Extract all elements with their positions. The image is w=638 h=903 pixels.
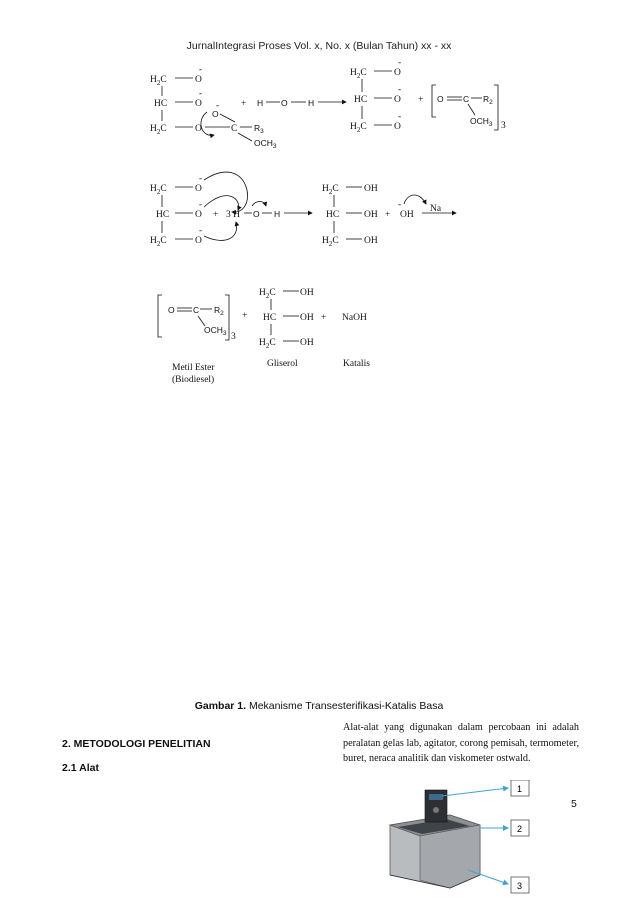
callout-3: 3 (517, 881, 523, 891)
row1-water (257, 98, 314, 108)
na-curved-arrow (404, 195, 426, 204)
svg-text:O: O (195, 99, 202, 109)
svg-text:+: + (241, 99, 247, 109)
svg-text:O: O (394, 68, 401, 78)
svg-text:OH: OH (300, 288, 314, 298)
svg-text:O: O (195, 75, 202, 85)
product-methyl-ester (158, 295, 236, 342)
svg-text:H: H (308, 98, 315, 108)
svg-text:OH: OH (364, 184, 378, 194)
svg-text:+: + (385, 210, 391, 220)
row1-ester-bracket (432, 85, 506, 131)
svg-text:O: O (253, 209, 260, 219)
body-paragraph: Alat-alat yang digunakan dalam percobaan ini adalah peralatan gelas lab, agitator, corong pemisah, termometer, buret, neraca analitik dan viskometer ostwald. (343, 722, 579, 764)
svg-text:HC: HC (326, 210, 340, 220)
svg-text:O: O (195, 184, 202, 194)
svg-text:O: O (394, 122, 401, 132)
row2-water (226, 202, 280, 221)
svg-text:-: - (199, 65, 203, 75)
svg-text:HC: HC (156, 210, 170, 220)
svg-text:O: O (281, 98, 288, 108)
svg-text:H2C: $H_2C$ (350, 68, 367, 80)
svg-text:3: 3 (231, 332, 236, 342)
svg-text:O: O (195, 236, 202, 246)
callout-1: 1 (517, 784, 523, 794)
svg-text:HC: HC (263, 313, 277, 323)
svg-text:O: O (394, 95, 401, 105)
svg-text:H2C: $H_2C$ (322, 236, 339, 248)
svg-text:-: - (398, 58, 402, 68)
svg-text:-: - (398, 112, 402, 122)
water-bath-equipment-image (380, 780, 550, 900)
transesterification-mechanism-figure (0, 0, 638, 420)
svg-text:Na: Na (430, 204, 442, 214)
svg-text:H2C: $H_2C$ (322, 184, 339, 196)
running-header: JurnalIntegrasi Proses Vol. x, No. x (Bulan Tahun) xx - xx (186, 40, 452, 52)
svg-text:H2C: $H_2C$ (350, 122, 367, 134)
svg-text:C: C (193, 305, 200, 315)
svg-text:H2C: $H_2C$ (150, 124, 167, 136)
svg-text:+: + (242, 311, 248, 321)
figure-caption: Gambar 1. Mekanisme Transesterifikasi-Katalis Basa (194, 700, 444, 712)
svg-text:H2C: $H_2C$ (259, 288, 276, 300)
svg-text:3: 3 (501, 121, 506, 131)
label-metil-ester: Metil Ester (172, 363, 215, 373)
svg-text:OH: OH (300, 313, 314, 323)
svg-text:+: + (418, 95, 424, 105)
svg-text:OH: OH (400, 210, 414, 220)
svg-text:OH: OH (364, 210, 378, 220)
svg-text:H: H (274, 209, 281, 219)
svg-text:O: O (195, 124, 202, 134)
section-heading: 2. METODOLOGI PENELITIAN (62, 738, 211, 750)
svg-text:-: - (398, 85, 402, 95)
label-biodiesel: (Biodiesel) (172, 375, 215, 385)
svg-text:OH: OH (364, 236, 378, 246)
svg-text:R2: $R_2$ (214, 305, 224, 317)
svg-text:3 H: 3 H (226, 210, 240, 220)
label-gliserol: Gliserol (267, 359, 298, 369)
row2-glycerol (322, 184, 378, 248)
svg-text:-: - (199, 226, 203, 236)
svg-text:H2C: $H_2C$ (150, 184, 167, 196)
svg-text:C: C (231, 124, 238, 134)
svg-text:H2C: $H_2C$ (259, 338, 276, 350)
page-number: 5 (571, 798, 577, 810)
svg-text:O: O (437, 94, 444, 104)
svg-text:R2: $R_2$ (483, 94, 493, 106)
svg-text:OCH3: $OCH_3$ (254, 138, 277, 150)
svg-text:H: H (257, 98, 264, 108)
naoh-formula: NaOH (342, 313, 367, 323)
callout-2: 2 (517, 824, 523, 834)
svg-text:H2C: $H_2C$ (150, 236, 167, 248)
svg-text:R3: $R_3$ (254, 123, 264, 135)
product-glycerol (259, 288, 314, 350)
svg-text:O: O (195, 210, 202, 220)
svg-text:HC: HC (354, 95, 368, 105)
svg-text:O: O (212, 109, 219, 119)
subsection-heading: 2.1 Alat (62, 762, 99, 774)
row1-product-alkoxide (350, 58, 401, 134)
svg-text:H2C: $H_2C$ (150, 75, 167, 87)
svg-text:+: + (321, 313, 327, 323)
svg-text:-: - (199, 200, 203, 210)
svg-text:-: - (216, 101, 220, 111)
svg-text:-: - (199, 174, 203, 184)
label-katalis: Katalis (343, 359, 370, 369)
svg-text:OCH3: $OCH_3$ (470, 116, 493, 128)
svg-text:OCH3: $OCH_3$ (204, 325, 227, 337)
svg-text:-: - (199, 89, 203, 99)
svg-text:HC: HC (154, 99, 168, 109)
svg-text:OH: OH (300, 338, 314, 348)
svg-text:C: C (463, 94, 470, 104)
svg-text:O: O (168, 305, 175, 315)
svg-text:+: + (213, 210, 219, 220)
svg-text:-: - (398, 200, 402, 210)
